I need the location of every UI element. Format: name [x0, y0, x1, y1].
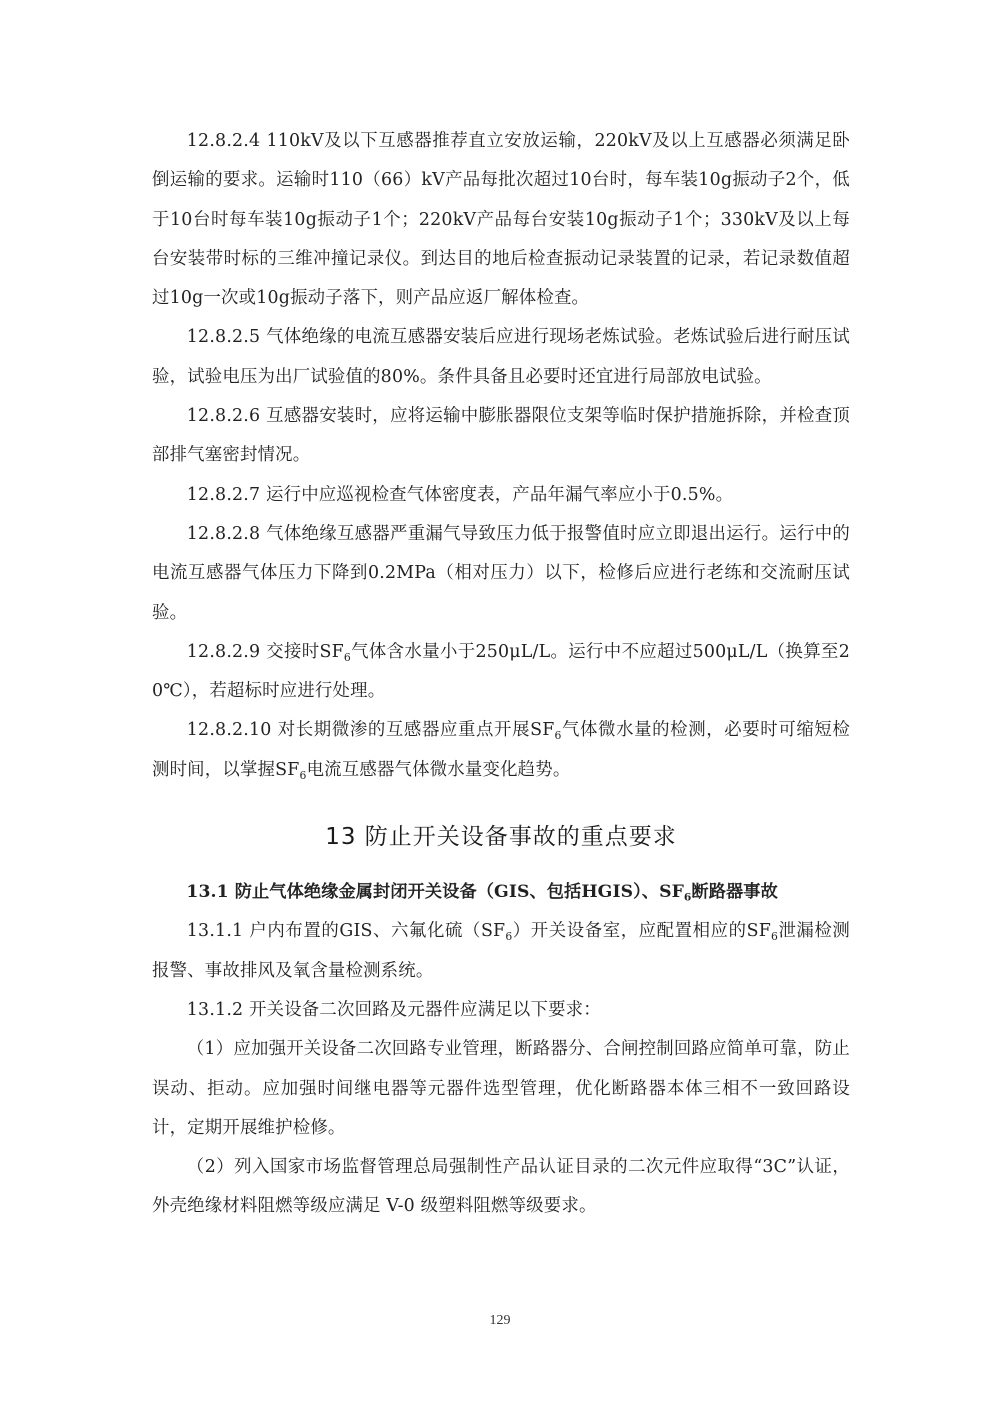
text-run: 12.8.2.10 对长期微渗的互感器应重点开展SF [186, 720, 555, 741]
text-run: 12.8.2.7 运行中应巡视检查气体密度表，产品年漏气率应小于0.5%。 [186, 484, 734, 505]
text-run: 12.8.2.8 气体绝缘互感器严重漏气导致压力低于报警值时应立即退出运行。运行中的电流互感器气体压力下降到0.2MPa（相对压力）以下，检修后应进行老练和交流耐压试验。 [152, 523, 850, 623]
paragraph-p9 [152, 991, 850, 1030]
text-run: （2）列入国家市场监督管理总局强制性产品认证目录的二次元件应取得“3C”认证，外壳绝缘材料阻燃等级应满足 V-0 级塑料阻燃等级要求。 [152, 1157, 850, 1217]
paragraphs-before [152, 122, 850, 790]
text-run: 12.8.2.6 互感器安装时，应将运输中膨胀器限位支架等临时保护措施拆除，并检查顶部排气塞密封情况。 [152, 406, 850, 466]
paragraph-p7 [152, 711, 850, 790]
text-run: 电流互感器气体微水量变化趋势。 [306, 759, 571, 780]
paragraph-p6 [152, 633, 850, 712]
text-run: （1）应加强开关设备二次回路专业管理，断路器分、合闸控制回路应简单可靠，防止误动、拒动。应加强时间继电器等元器件选型管理，优化断路器本体三相不一致回路设计，定期开展维护检修。 [152, 1039, 850, 1138]
paragraph-p5 [152, 515, 850, 633]
subscript-text: 6 [554, 729, 562, 743]
paragraph-p3 [152, 397, 850, 476]
text-run: 12.8.2.4 110kV及以下互感器推荐直立安放运输，220kV及以上互感器必须满足卧倒运输的要求。运输时110（66）kV产品每批次超过10台时，每车装10g振动子2个，低于10台时每车装10g振动子1个；220kV产品每台安装10g振动子1个；330kV及以上每台安装带时标的三维冲撞记录仪。到达目的地后检查振动记录装置的记录，若记录数值超过10g一次或10g振动子落下，则产品应返厂解体检查。 [152, 131, 850, 309]
text-run: 13.1.1 户内布置的GIS、六氟化硫（SF [186, 921, 506, 942]
paragraph-p10 [152, 1030, 850, 1148]
subscript-text: 6 [683, 890, 692, 904]
subscript-text: 6 [505, 930, 513, 944]
text-run: 气体含水量小于250μL/L。运行中不应超过500μL/L（换算至20℃），若超标时应进行处理。 [152, 641, 850, 702]
text-run: 气体微水量的检测，必要时可缩短检测时间，以掌握SF [152, 720, 850, 780]
subscript-text: 6 [770, 930, 779, 944]
paragraph-p11 [152, 1148, 850, 1227]
paragraph-p2 [152, 318, 850, 397]
text-run: ）开关设备室，应配置相应的SF [512, 921, 771, 942]
text-run: 12.8.2.5 气体绝缘的电流互感器安装后应进行现场老炼试验。老炼试验后进行耐压试验，试验电压为出厂试验值的80%。条件具备且必要时还宜进行局部放电试验。 [152, 327, 850, 387]
page-number: 129 [489, 1313, 511, 1328]
section-heading-container [152, 873, 850, 912]
paragraphs-after [152, 912, 850, 1226]
text-run: 13.1 防止气体绝缘金属封闭开关设备（GIS、包括HGIS）、SF [186, 882, 684, 903]
paragraph-p1 [152, 122, 850, 318]
text-run: 断路器事故 [691, 882, 778, 903]
paragraph-p4 [152, 476, 850, 515]
text-run: 13.1.2 开关设备二次回路及元器件应满足以下要求： [186, 999, 601, 1020]
text-run: 泄漏检测报警、事故排风及氧含量检测系统。 [152, 921, 850, 981]
text-run: 12.8.2.9 交接时SF [186, 641, 344, 662]
section-heading [152, 873, 850, 912]
subscript-text: 6 [299, 768, 307, 782]
chapter-heading: 13 防止开关设备事故的重点要求 [325, 824, 677, 851]
subscript-text: 6 [343, 650, 351, 664]
page-body [152, 122, 850, 1227]
paragraph-p8 [152, 912, 850, 991]
